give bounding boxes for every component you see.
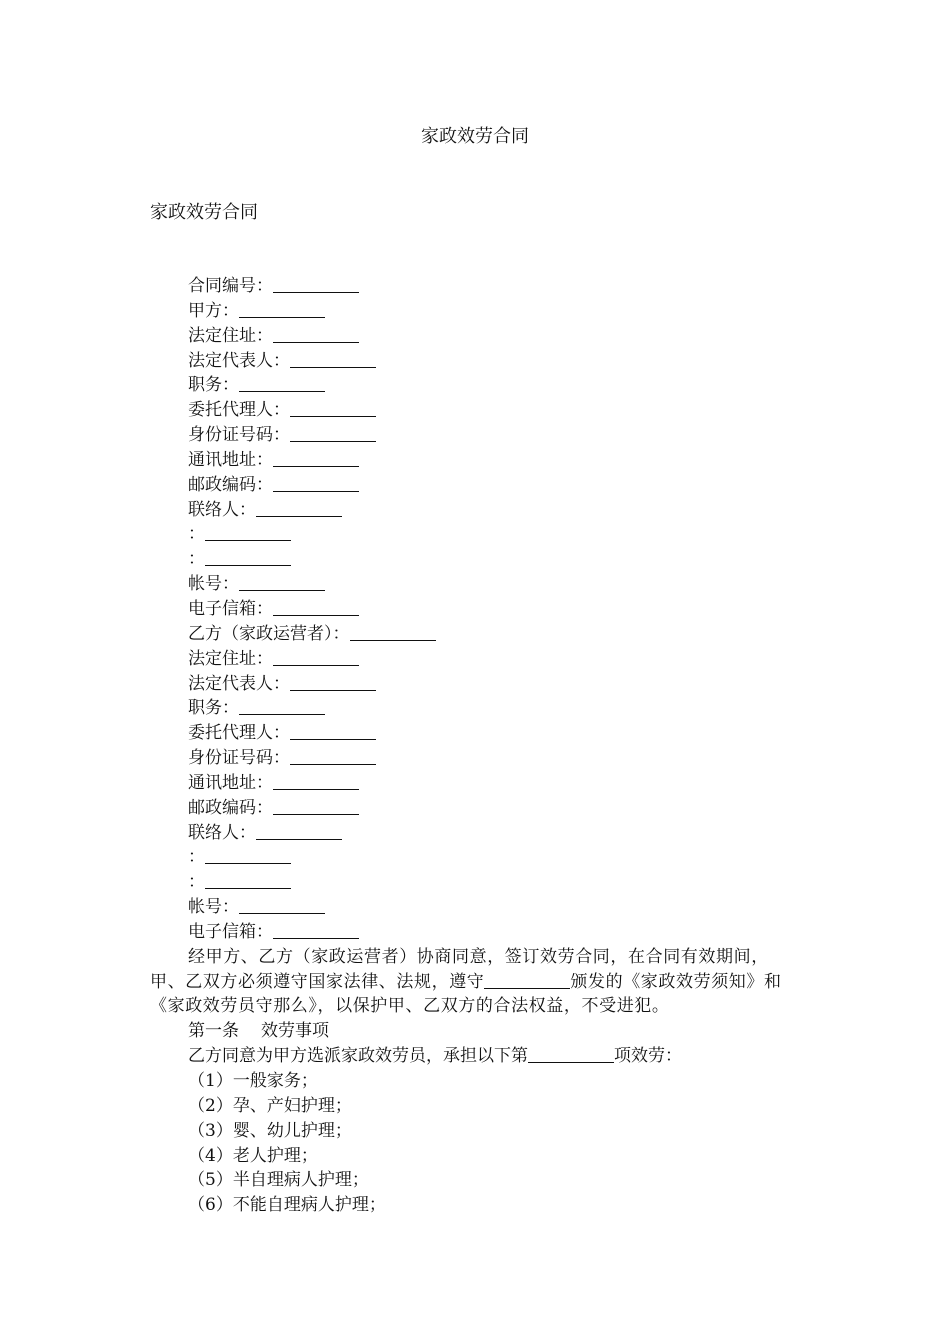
field-label: 法定住址： (188, 325, 273, 346)
field-label: 法定住址： (188, 648, 273, 669)
field-label: 电子信箱： (188, 921, 273, 942)
field-party-b-id-number (150, 746, 800, 771)
field-party-b-agent (150, 721, 800, 746)
fill-blank (205, 870, 291, 889)
fill-blank (273, 796, 359, 815)
field-label: ： (188, 847, 205, 868)
field-label: 联络人： (188, 822, 256, 843)
field-label: 职务： (188, 375, 239, 396)
field-party-b-position (150, 696, 800, 721)
field-party-a-account (150, 572, 800, 597)
fill-blank (205, 522, 291, 541)
field-party-b-mailing-address (150, 771, 800, 796)
field-label: 委托代理人： (188, 400, 290, 421)
field-party-b-contact (150, 821, 800, 846)
field-party-b-representative (150, 672, 800, 697)
fill-blank (290, 672, 376, 691)
fill-blank (290, 423, 376, 442)
fill-blank (205, 845, 291, 864)
field-party-b-account (150, 895, 800, 920)
article-heading (150, 1019, 800, 1044)
document-title: 家政效劳合同 (421, 126, 529, 147)
fill-blank (239, 696, 325, 715)
fill-blank (273, 597, 359, 616)
fill-blank (273, 324, 359, 343)
field-label: 法定代表人： (188, 350, 290, 371)
field-label: 职务： (188, 698, 239, 719)
article-title: 效劳事项 (261, 1021, 329, 1042)
document-subtitle: 家政效劳合同 (150, 202, 258, 223)
fill-blank (273, 920, 359, 939)
fill-blank (273, 771, 359, 790)
intro-paragraph (150, 945, 800, 1020)
list-item: （6）不能自理病人护理； (188, 1195, 386, 1216)
fill-blank (256, 821, 342, 840)
field-label: 通讯地址： (188, 449, 273, 470)
field-party-a-unlabeled-1 (150, 522, 800, 547)
field-party-a (150, 299, 800, 324)
field-party-b (150, 622, 800, 647)
field-label: 委托代理人： (188, 723, 290, 744)
field-party-a-representative (150, 349, 800, 374)
field-label: 电子信箱： (188, 598, 273, 619)
article-text (150, 1044, 800, 1069)
fill-blank (290, 721, 376, 740)
field-party-a-position (150, 373, 800, 398)
field-party-a-unlabeled-2 (150, 547, 800, 572)
fill-blank (290, 746, 376, 765)
field-label: 邮政编码： (188, 474, 273, 495)
field-label: ： (188, 872, 205, 893)
field-label: 帐号： (188, 574, 239, 595)
list-item: （5）半自理病人护理； (188, 1170, 369, 1191)
field-label: 邮政编码： (188, 797, 273, 818)
intro-text-2: 颁发的《家政效劳须知》和《家政效劳员守那么》，以保护甲、乙双方的合法权益，不受进犯。 (150, 971, 782, 1017)
list-item: （1）一般家务； (188, 1071, 318, 1091)
field-party-a-email (150, 597, 800, 622)
list-item: （4）老人护理； (188, 1145, 318, 1166)
field-label: 合同编号： (188, 276, 273, 296)
field-contract-number (150, 274, 800, 299)
fill-blank (273, 274, 359, 293)
field-party-a-contact (150, 498, 800, 523)
fill-blank (273, 647, 359, 666)
field-label: ： (188, 549, 205, 570)
field-party-b-email (150, 920, 800, 945)
field-party-b-unlabeled-1 (150, 845, 800, 870)
field-label: 法定代表人： (188, 673, 290, 694)
field-label: 乙方（家政运营者）： (188, 623, 350, 644)
fill-blank (528, 1044, 614, 1063)
field-label: 联络人： (188, 499, 256, 520)
fill-blank (273, 448, 359, 467)
fill-blank (239, 373, 325, 392)
fill-blank (273, 473, 359, 492)
fill-blank (290, 398, 376, 417)
fill-blank (205, 547, 291, 566)
field-party-a-id-number (150, 423, 800, 448)
field-party-a-postal-code (150, 473, 800, 498)
field-label: 身份证号码： (188, 748, 290, 769)
fill-blank (239, 572, 325, 591)
field-label: 通讯地址： (188, 772, 273, 793)
field-party-b-unlabeled-2 (150, 870, 800, 895)
field-party-a-mailing-address (150, 448, 800, 473)
field-party-a-address (150, 324, 800, 349)
fill-blank (350, 622, 436, 641)
article-text-before: 乙方同意为甲方选派家政效劳员，承担以下第 (188, 1046, 528, 1067)
field-party-b-postal-code (150, 796, 800, 821)
field-label: ： (188, 524, 205, 545)
field-label: 甲方： (188, 300, 239, 321)
fill-blank (484, 970, 570, 989)
article-text-after: 项效劳： (614, 1046, 682, 1067)
list-item: （2）孕、产妇护理； (188, 1095, 352, 1116)
fill-blank (256, 498, 342, 517)
fill-blank (290, 349, 376, 368)
contract-body (150, 274, 800, 1218)
fill-blank (239, 895, 325, 914)
article-number: 第一条 (188, 1021, 239, 1042)
field-party-a-agent (150, 398, 800, 423)
intro-text-1: 经甲方、乙方（家政运营者）协商同意，签订效劳合同，在合同有效期间，甲、乙双方必须遵守国家法律、法规，遵守 (150, 946, 769, 992)
field-party-b-address (150, 647, 800, 672)
field-label: 身份证号码： (188, 425, 290, 446)
list-item: （3）婴、幼儿护理； (188, 1120, 352, 1141)
fill-blank (239, 299, 325, 318)
field-label: 帐号： (188, 897, 239, 918)
